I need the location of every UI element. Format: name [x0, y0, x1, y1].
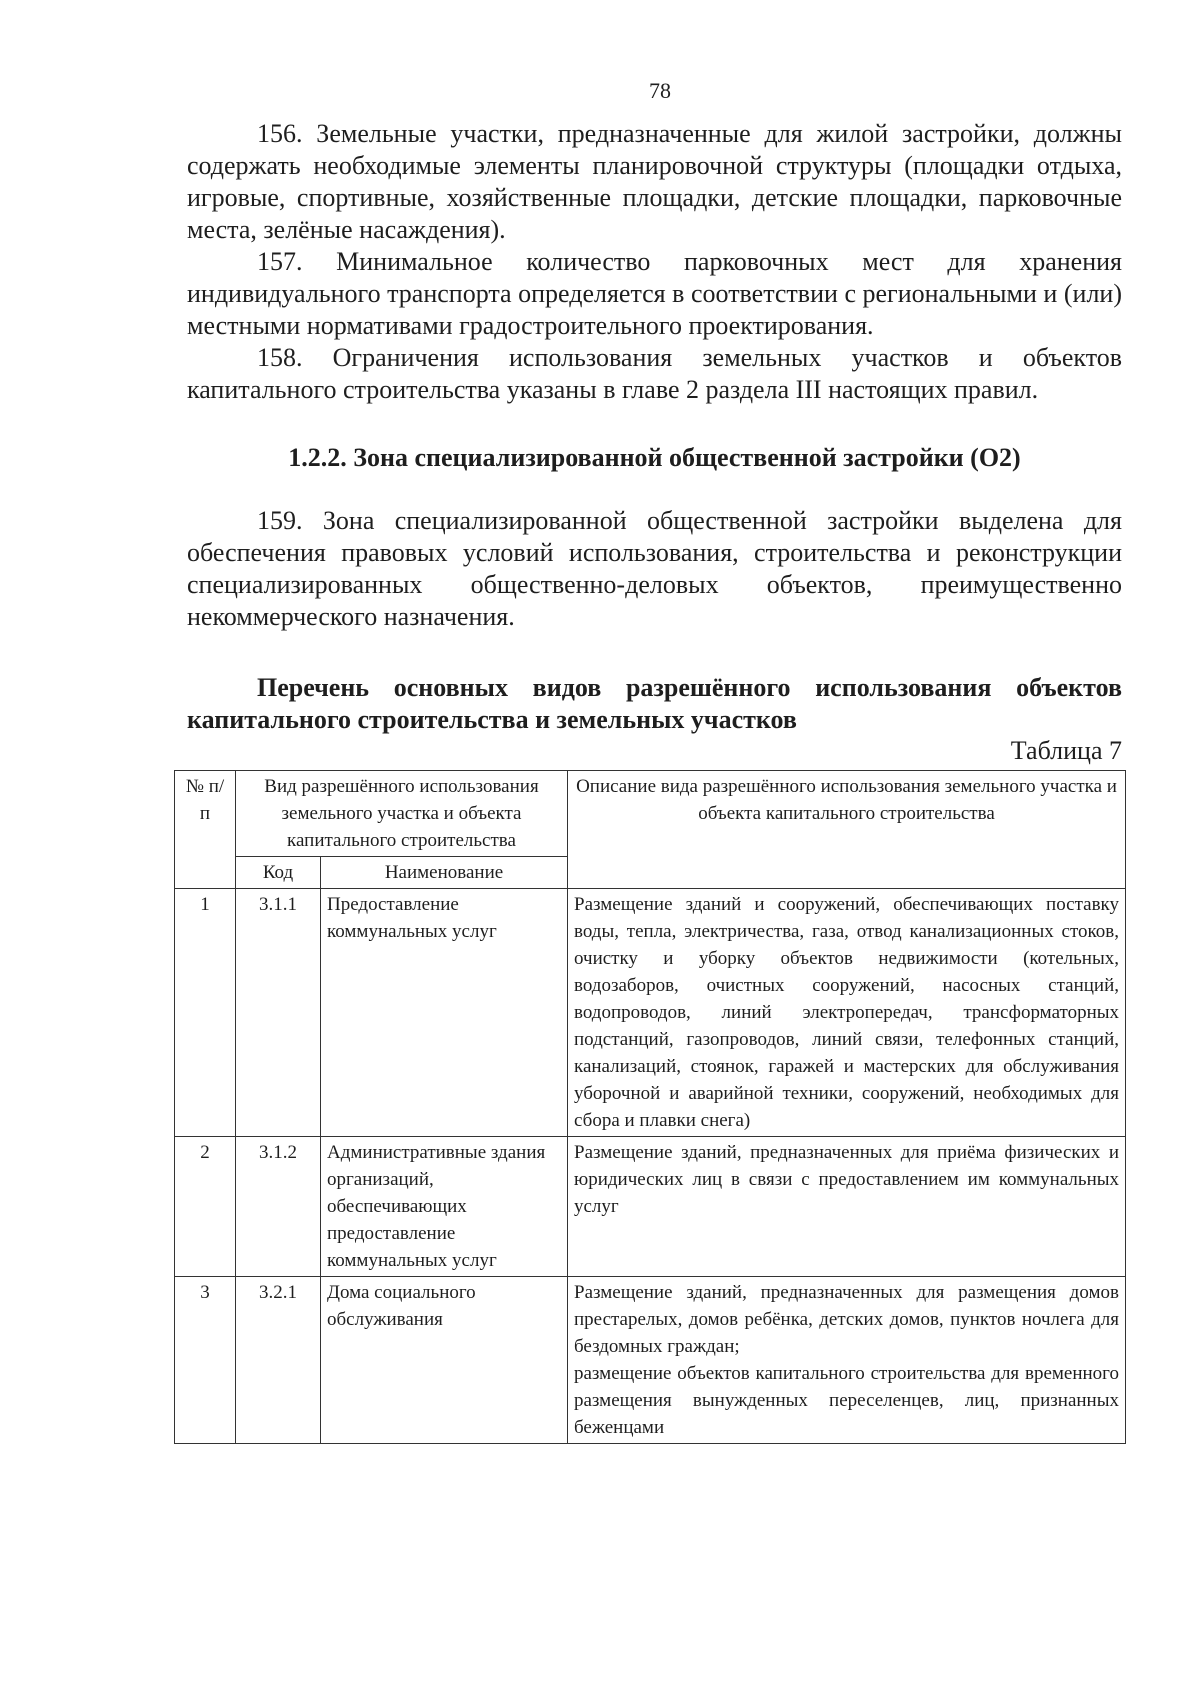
paragraph-158: 158. Ограничения использования земельных участков и объектов капитального строительства указаны в главе 2 раздела III настоящих правил.	[187, 343, 1122, 404]
paragraph-156: 156. Земельные участки, предназначенные для жилой застройки, должны содержать необходимые элементы планировочной структуры (площадки отдыха, игровые, спортивные, хозяйственные площадки, детские площадки, парковочные места, зелёные насаждения).	[187, 119, 1122, 244]
row-description-continued: размещение объектов капитального строительства для временного размещения вынужденных переселенцев, лиц, признанных беженцами	[574, 1363, 1119, 1438]
intro-paragraphs	[187, 118, 1122, 406]
table-row	[175, 1137, 1126, 1277]
row-num: 3	[175, 1277, 236, 1444]
header-name: Наименование	[321, 857, 568, 889]
row-code: 3.2.1	[236, 1277, 321, 1444]
paragraph-157: 157. Минимальное количество парковочных мест для хранения индивидуального транспорта определяется в соответствии с региональными и (или) местными нормативами градостроительного проектирования.	[187, 247, 1122, 340]
paragraph-159: 159. Зона специализированной общественной застройки выделена для обеспечения правовых условий использования, строительства и реконструкции специализированных общественно-деловых объектов, преимущественно некоммерческого назначения.	[187, 506, 1122, 631]
table-row	[175, 1277, 1126, 1444]
row-name: Предоставление коммунальных услуг	[321, 889, 568, 1137]
list-title: Перечень основных видов разрешённого использования объектов капитального строительства и земельных участков	[187, 673, 1122, 734]
row-code: 3.1.1	[236, 889, 321, 1137]
row-description-cell	[568, 1277, 1126, 1444]
permitted-use-table	[174, 770, 1126, 1444]
row-description: Размещение зданий и сооружений, обеспечивающих поставку воды, тепла, электричества, газа, отвод канализационных стоков, очистку и уборку объектов недвижимости (котельных, водозаборов, очистных сооружений, насосных станций, водопроводов, линий электропередач, трансформаторных подстанций, газопроводов, линий связи, телефонных станций, канализаций, стоянок, гаражей и мастерских для обслуживания уборочной и аварийной техники, сооружений, необходимых для сбора и плавки снега)	[568, 889, 1126, 1137]
header-num: № п/п	[175, 771, 236, 889]
row-description: Размещение зданий, предназначенных для приёма физических и юридических лиц в связи с предоставлением им коммунальных услуг	[568, 1137, 1126, 1277]
table-header-row	[175, 771, 1126, 857]
row-name: Административные здания организаций, обеспечивающих предоставление коммунальных услуг	[321, 1137, 568, 1277]
zone-description	[187, 505, 1122, 633]
row-description: Размещение зданий, предназначенных для размещения домов престарелых, домов ребёнка, детских домов, пунктов ночлега для бездомных граждан;	[574, 1282, 1119, 1357]
row-num: 1	[175, 889, 236, 1137]
section-heading: 1.2.2. Зона специализированной общественной застройки (О2)	[288, 443, 1021, 472]
table-row	[175, 889, 1126, 1137]
table-caption: Таблица 7	[1010, 736, 1122, 765]
row-num: 2	[175, 1137, 236, 1277]
header-kind-group: Вид разрешённого использования земельного участка и объекта капитального строительства	[236, 771, 568, 857]
header-description: Описание вида разрешённого использования земельного участка и объекта капитального строительства	[568, 771, 1126, 889]
page-number: 78	[649, 78, 671, 103]
header-code: Код	[236, 857, 321, 889]
row-name: Дома социального обслуживания	[321, 1277, 568, 1444]
row-code: 3.1.2	[236, 1137, 321, 1277]
